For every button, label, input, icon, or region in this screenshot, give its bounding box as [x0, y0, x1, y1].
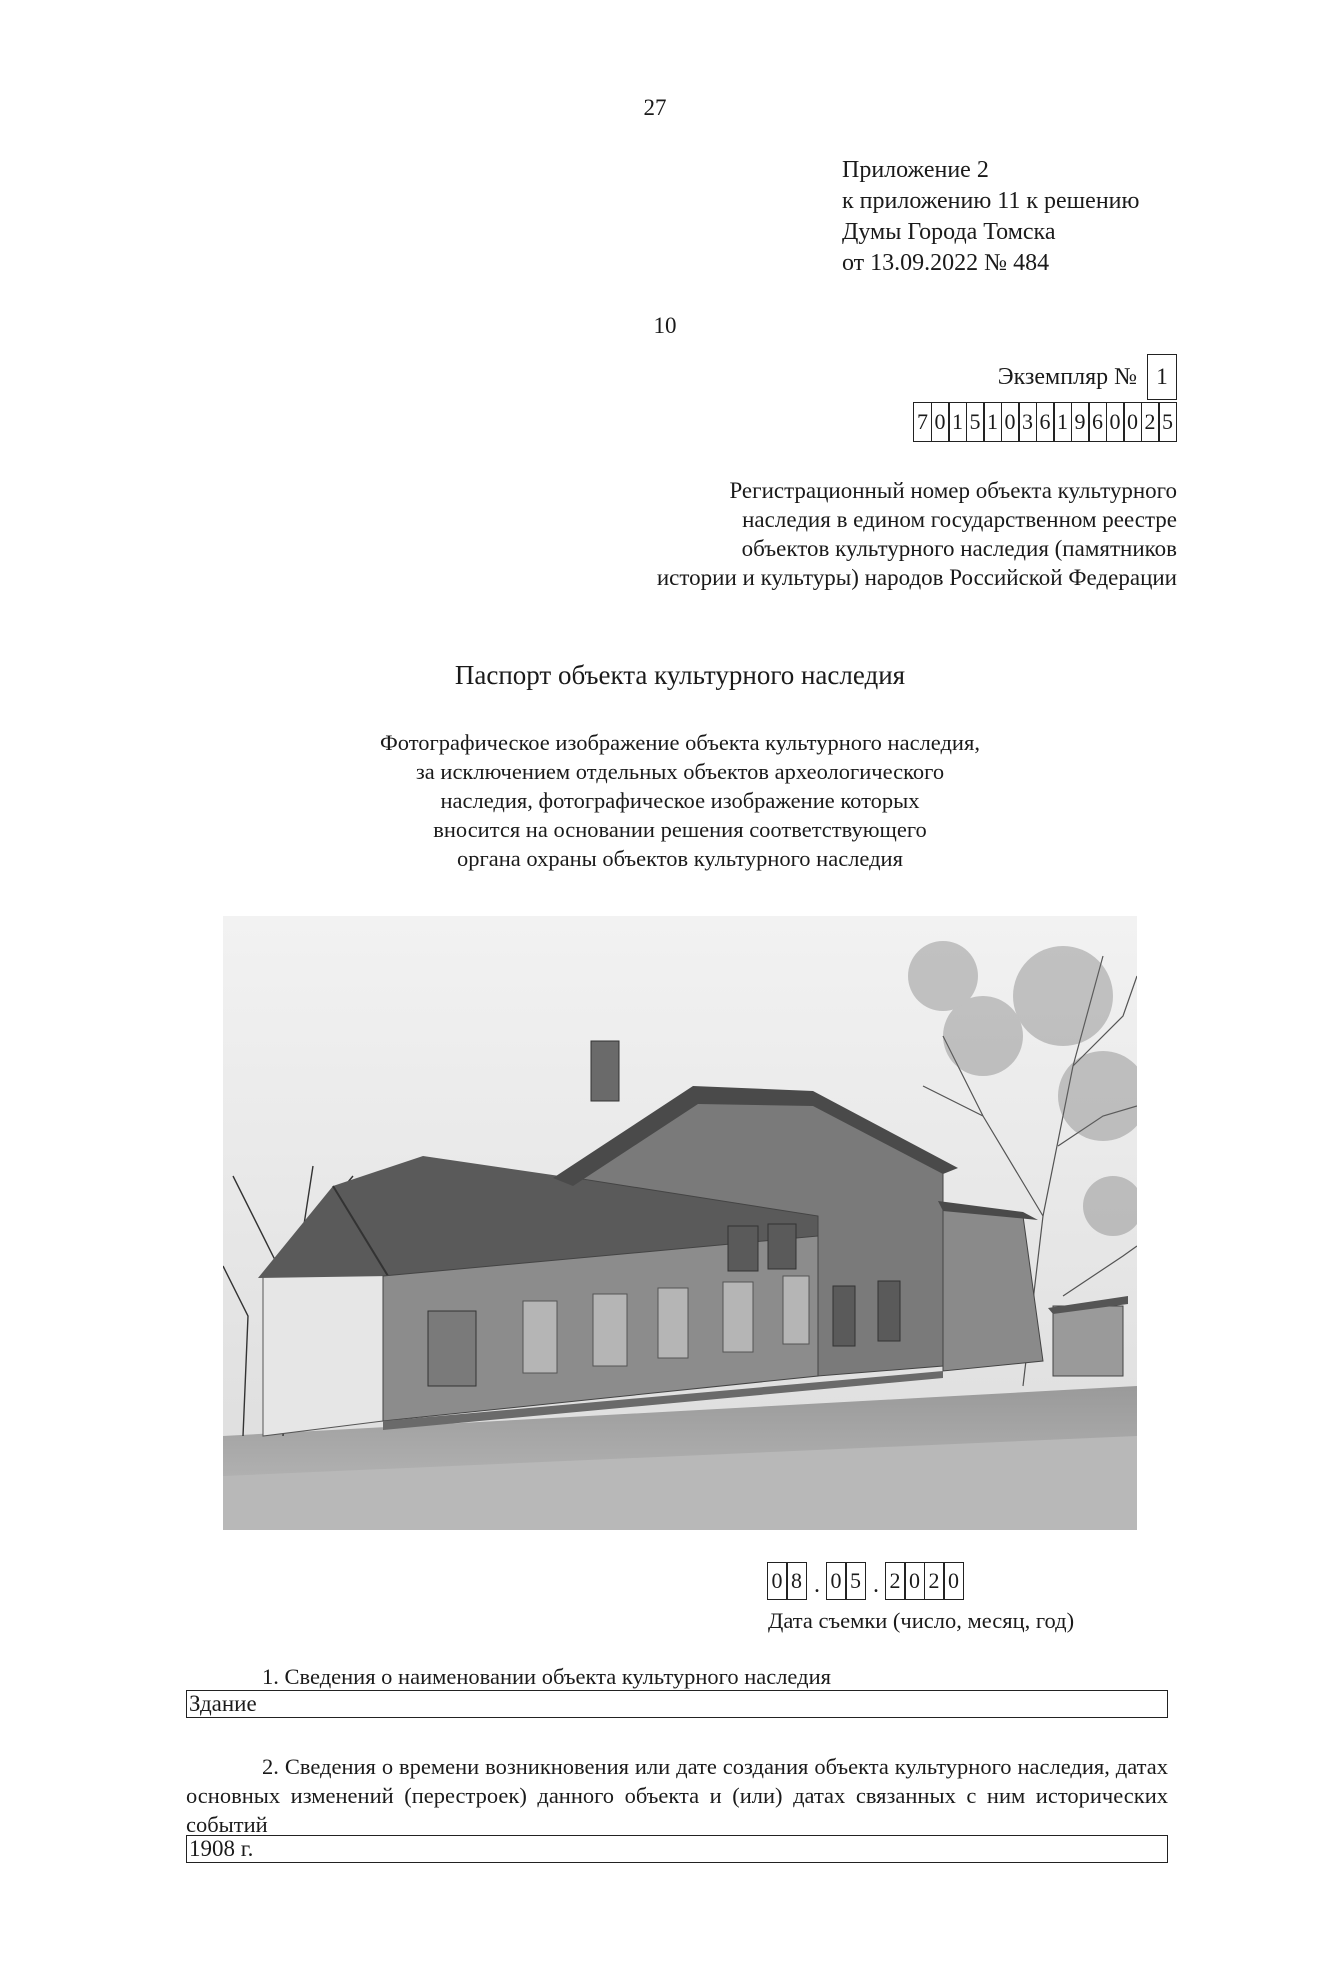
inner-page-number: 10 [653, 313, 677, 338]
building-photo [223, 916, 1137, 1530]
registration-digit: 0 [1001, 402, 1020, 442]
caption-line: вносится на основании решения соответствующего [433, 817, 927, 842]
caption-line: наследия, фотографическое изображение которых [440, 788, 920, 813]
copy-number-box: 1 [1147, 354, 1177, 400]
registration-digit: 0 [1123, 402, 1142, 442]
caption-line: истории и культуры) народов Российской Федерации [656, 565, 1177, 590]
registration-digit: 1 [1053, 402, 1072, 442]
date-year-digit: 2 [885, 1562, 906, 1600]
date-year-digit: 0 [943, 1562, 964, 1600]
photo-caption [0, 728, 1344, 873]
registration-caption [657, 476, 1177, 592]
appendix-line: к приложению 11 к решению [842, 188, 1140, 214]
registration-digit: 1 [983, 402, 1002, 442]
registration-digit: 5 [1158, 402, 1177, 442]
registration-digit: 1 [948, 402, 967, 442]
date-month-digit: 5 [845, 1562, 866, 1600]
date-day-digit: 8 [786, 1562, 807, 1600]
registration-digit: 0 [1106, 402, 1125, 442]
copy-number-row [998, 354, 1177, 400]
appendix-line: от 13.09.2022 № 484 [842, 250, 1050, 276]
registration-digit: 2 [1141, 402, 1160, 442]
registration-digit: 7 [913, 402, 932, 442]
shoot-date-caption: Дата съемки (число, месяц, год) [768, 1608, 1075, 1633]
registration-number [915, 402, 1178, 442]
date-year-digit: 0 [904, 1562, 925, 1600]
caption-line: Регистрационный номер объекта культурного [729, 478, 1177, 503]
caption-line: за исключением отдельных объектов археологического [415, 759, 945, 784]
document-title: Паспорт объекта культурного наследия [454, 660, 906, 690]
registration-digit: 9 [1071, 402, 1090, 442]
registration-digit: 6 [1088, 402, 1107, 442]
date-separator: . [814, 1572, 820, 1598]
page-number: 27 [643, 95, 667, 120]
caption-line: наследия в едином государственном реестре [742, 507, 1177, 532]
creation-date-field: 1908 г. [186, 1835, 1168, 1863]
appendix-line: Приложение 2 [842, 157, 989, 183]
caption-line: Фотографическое изображение объекта культурного наследия, [380, 730, 980, 755]
object-name-field: Здание [186, 1690, 1168, 1718]
date-month-digit: 0 [826, 1562, 847, 1600]
date-separator: . [873, 1572, 879, 1598]
appendix-reference [842, 155, 1139, 279]
caption-line: объектов культурного наследия (памятников [741, 536, 1177, 561]
date-day-digit: 0 [767, 1562, 788, 1600]
registration-digit: 6 [1036, 402, 1055, 442]
section2-heading: 2. Сведения о времени возникновения или дате создания объекта культурного наследия, датах основных изменений (перестроек) данного объекта и (или) датах связанных с ним исторических событий [186, 1754, 1168, 1837]
copy-label: Экземпляр № [997, 363, 1137, 390]
date-year-digit: 2 [924, 1562, 945, 1600]
registration-digit: 3 [1018, 402, 1037, 442]
appendix-line: Думы Города Томска [842, 219, 1056, 245]
caption-line: органа охраны объектов культурного наследия [457, 846, 903, 871]
shoot-date [768, 1562, 964, 1600]
registration-digit: 5 [966, 402, 985, 442]
registration-digit: 0 [931, 402, 950, 442]
section1-heading: 1. Сведения о наименовании объекта культурного наследия [262, 1664, 831, 1689]
